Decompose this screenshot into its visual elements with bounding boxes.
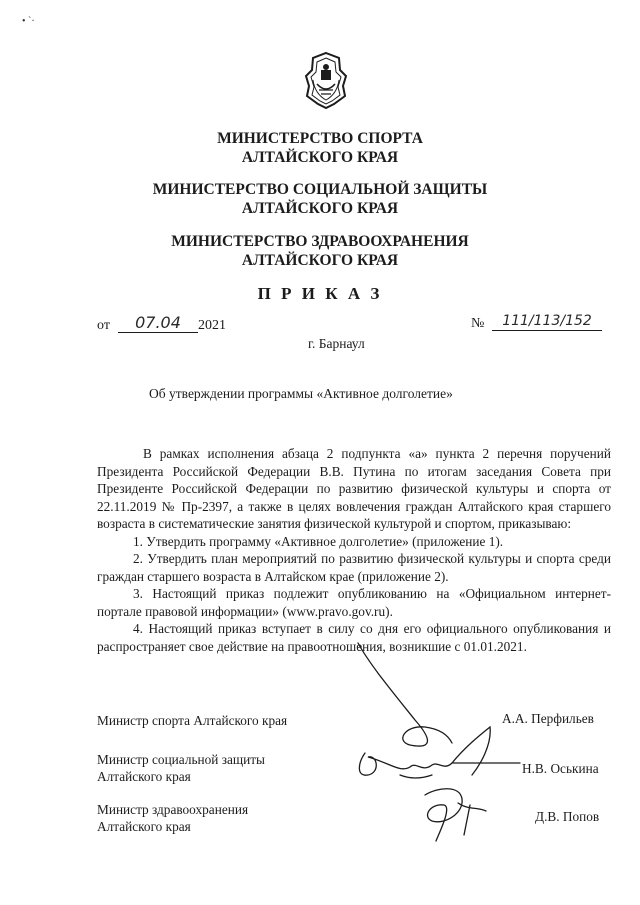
signature-perfilyev — [358, 643, 452, 746]
signatory-1-name: А.А. Перфильев — [502, 711, 594, 726]
ministry-sport-heading — [0, 129, 640, 167]
signatory-3-position-line2: Алтайского края — [97, 819, 191, 834]
signature-oskina — [359, 727, 520, 775]
ministry-social-line2: АЛТАЙСКОГО КРАЯ — [241, 200, 399, 217]
item-paragraph-1: 1. Утвердить программу «Активное долголетие» (приложение 1). — [133, 533, 504, 549]
item-paragraph-3: 3. Настоящий приказ подлежит опубликованию на «Официальном интернет-портале правовой информации» (www.pravo.gov.ru). — [97, 586, 611, 619]
signatory-2-name: Н.В. Оськина — [522, 761, 599, 776]
signatory-3-position — [97, 801, 248, 835]
city: г. Барнаул — [308, 336, 365, 351]
document-type: П Р И К А З — [257, 284, 383, 303]
scan-corner-marks: • `· — [22, 16, 35, 27]
intro-paragraph: В рамках исполнения абзаца 2 подпункта «а» пункта 2 перечня поручений Президента Российской Федерации В.В. Путина по итогам заседания Совета при Президенте Российской Федерации по развитию физической культуры и спорта от 22.11.2019 № Пр-2397, а также в целях вовлечения граждан Алтайского края старшего возраста в систематические занятия физической культурой и спортом, приказываю: — [97, 446, 611, 531]
ministry-sport-line2: АЛТАЙСКОГО КРАЯ — [241, 149, 399, 166]
ministry-sport-line1: МИНИСТЕРСТВО СПОРТА — [217, 130, 423, 147]
signatory-3-position-line1: Министр здравоохранения — [97, 802, 249, 817]
ministry-health-line1: МИНИСТЕРСТВО ЗДРАВООХРАНЕНИЯ — [171, 233, 469, 250]
document-subject: Об утверждении программы «Активное долголетие» — [149, 386, 453, 401]
signatory-2-position-line2: Алтайского края — [97, 769, 191, 784]
ministry-social-line1: МИНИСТЕРСТВО СОЦИАЛЬНОЙ ЗАЩИТЫ — [152, 181, 488, 198]
item-paragraph-2: 2. Утвердить план мероприятий по развитию физической культуры и спорта среди граждан старшего возраста в Алтайском крае (приложение 2). — [97, 551, 611, 584]
number-prefix: № — [471, 316, 485, 331]
altai-krai-emblem-icon — [303, 50, 349, 110]
date-prefix: от — [97, 318, 110, 333]
signatory-1-position — [97, 712, 287, 729]
signatory-2-position — [97, 751, 265, 785]
ministry-health-line2: АЛТАЙСКОГО КРАЯ — [241, 252, 399, 269]
date-year: 2021 — [198, 318, 226, 333]
signatory-3-name: Д.В. Попов — [535, 809, 600, 824]
ministry-social-heading — [0, 180, 640, 218]
item-paragraph-4: 4. Настоящий приказ вступает в силу со дня его официального опубликования и распространяет свое действие на правоотношения, возникшие с 01.01.2021. — [97, 621, 611, 654]
date-handwritten: 07.04 — [118, 314, 198, 333]
signatory-2-position-line1: Министр социальной защиты — [97, 752, 265, 767]
ministry-health-heading — [0, 232, 640, 270]
signature-popov — [425, 789, 486, 841]
signatory-1-position-line1: Министр спорта Алтайского края — [97, 713, 288, 728]
number-handwritten: 111/113/152 — [492, 312, 602, 331]
handwritten-signatures — [340, 635, 540, 860]
document-body — [97, 445, 611, 655]
